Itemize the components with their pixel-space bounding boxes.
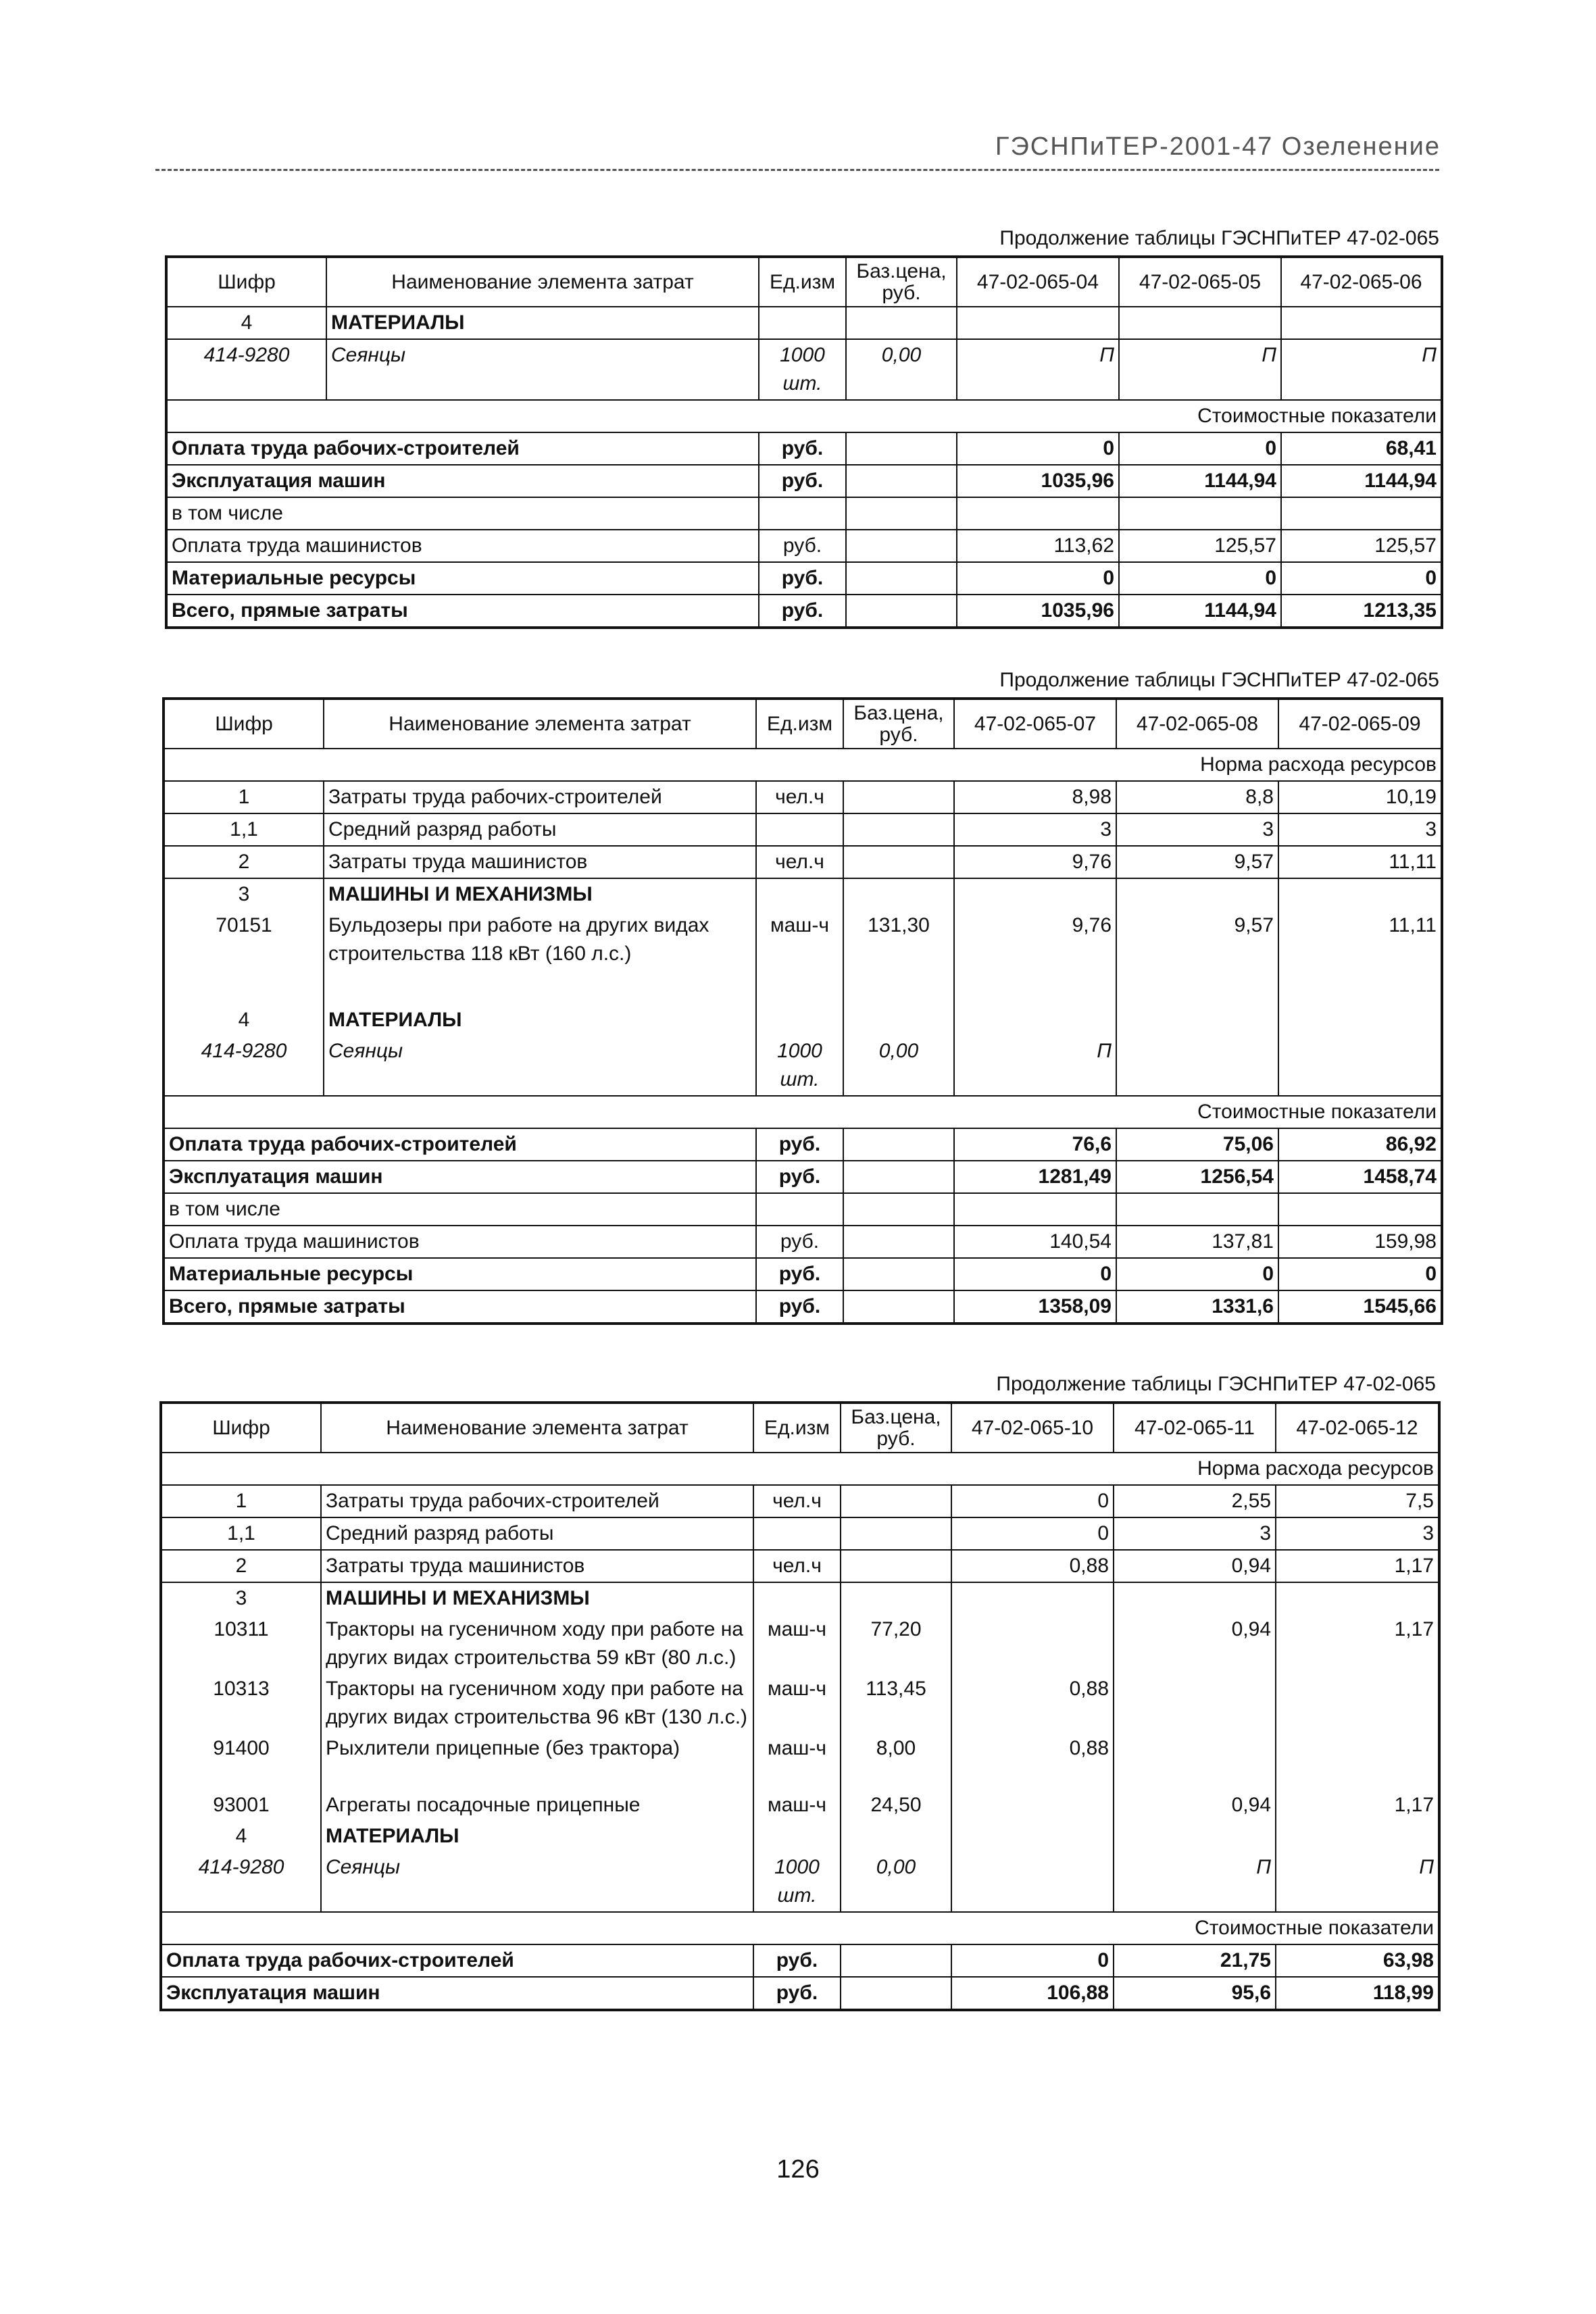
section-code: 3 (161, 1582, 321, 1614)
cell-value: 1281,49 (954, 1161, 1116, 1193)
cell-value: 10,19 (1278, 781, 1442, 813)
cell-value: 1035,96 (957, 595, 1119, 628)
resource-code: 93001 (161, 1790, 321, 1821)
col-header: 47-02-065-11 (1114, 1403, 1276, 1453)
running-header: ГЭСНПиТЕР-2001-47 Озеленение (995, 132, 1441, 161)
col-price-header: Баз.цена, руб. (846, 257, 957, 307)
table-47-02-065-04-06 (165, 255, 1443, 629)
cell-value: 1144,94 (1281, 465, 1442, 497)
cell-value (1276, 1733, 1439, 1790)
cell-value (1114, 1733, 1276, 1790)
cell-value: 63,98 (1276, 1944, 1439, 1977)
cell-value: 7,5 (1276, 1485, 1439, 1517)
row-label: Всего, прямые затраты (164, 1290, 756, 1324)
cell-value: 8,8 (1116, 781, 1278, 813)
resource-unit: маш-ч (753, 1790, 841, 1821)
header-rule (155, 169, 1439, 171)
cell-value: 9,76 (954, 910, 1116, 1005)
row-label: в том числе (166, 497, 759, 530)
cell-value: 11,11 (1278, 846, 1442, 878)
col-unit-header: Ед.изм (759, 257, 846, 307)
cell-value: 125,57 (1281, 530, 1442, 562)
resource-unit: маш-ч (753, 1733, 841, 1790)
table-47-02-065-10-12 (159, 1401, 1441, 2011)
col-code-header: Шифр (164, 699, 324, 749)
cell-value: 76,6 (954, 1128, 1116, 1161)
row-unit: руб. (759, 530, 846, 562)
section-label-cost: Стоимостные показатели (161, 1912, 1439, 1944)
section-code: 4 (164, 1005, 324, 1036)
row-code: 1 (164, 781, 324, 813)
resource-price: 8,00 (841, 1733, 951, 1790)
cell-value: 3 (1114, 1517, 1276, 1550)
cell-value: 0 (1281, 562, 1442, 595)
resource-name: Сеянцы (321, 1852, 753, 1912)
col-unit-header: Ед.изм (756, 699, 843, 749)
col-header: 47-02-065-04 (957, 257, 1119, 307)
cell-value: 0,88 (951, 1550, 1114, 1582)
resource-price: 24,50 (841, 1790, 951, 1821)
resource-unit: 1000 шт. (756, 1036, 843, 1096)
table-caption: Продолжение таблицы ГЭСНПиТЕР 47-02-065 (996, 1373, 1436, 1395)
cell-value: 3 (954, 813, 1116, 846)
resource-unit: маш-ч (753, 1614, 841, 1674)
cell-value: 0 (1278, 1258, 1442, 1290)
resource-price: 0,00 (841, 1852, 951, 1912)
col-code-header: Шифр (166, 257, 326, 307)
col-code-header: Шифр (161, 1403, 321, 1453)
row-label: Оплата труда рабочих-строителей (166, 432, 759, 465)
cell-value: 9,57 (1116, 846, 1278, 878)
cell-value: 1256,54 (1116, 1161, 1278, 1193)
cell-value: 0,94 (1114, 1614, 1276, 1674)
col-price-header: Баз.цена, руб. (843, 699, 954, 749)
cell-value: 0,88 (951, 1733, 1114, 1790)
row-unit: руб. (756, 1258, 843, 1290)
col-price-header: Баз.цена, руб. (841, 1403, 951, 1453)
col-name-header: Наименование элемента затрат (326, 257, 759, 307)
section-title: МАШИНЫ И МЕХАНИЗМЫ (324, 878, 756, 910)
resource-unit: маш-ч (756, 910, 843, 1005)
col-header: 47-02-065-05 (1119, 257, 1281, 307)
row-label: Эксплуатация машин (166, 465, 759, 497)
section-title: МАШИНЫ И МЕХАНИЗМЫ (321, 1582, 753, 1614)
cell-value: 1358,09 (954, 1290, 1116, 1324)
page-number: 126 (776, 2155, 820, 2184)
cell-value (1114, 1674, 1276, 1733)
col-header: 47-02-065-06 (1281, 257, 1442, 307)
cell-value: 75,06 (1116, 1128, 1278, 1161)
resource-name: Тракторы на гусеничном ходу при работе на других видах строительства 96 кВт (130 л.с.) (321, 1674, 753, 1733)
cell-value: 1144,94 (1119, 595, 1281, 628)
cell-value: 1,17 (1276, 1614, 1439, 1674)
resource-name: Рыхлители прицепные (без трактора) (321, 1733, 753, 1790)
resource-code: 414-9280 (166, 339, 326, 400)
row-code: 2 (164, 846, 324, 878)
row-code: 1,1 (164, 813, 324, 846)
table-47-02-065-07-09 (162, 697, 1443, 1325)
resource-code: 10311 (161, 1614, 321, 1674)
row-unit: руб. (756, 1128, 843, 1161)
cell-value: 9,76 (954, 846, 1116, 878)
cell-value: 8,98 (954, 781, 1116, 813)
section-code: 4 (161, 1821, 321, 1852)
cell-value: 137,81 (1116, 1226, 1278, 1258)
cell-value: 86,92 (1278, 1128, 1442, 1161)
cell-value: 125,57 (1119, 530, 1281, 562)
cell-value: 3 (1276, 1517, 1439, 1550)
cell-value: 95,6 (1114, 1977, 1276, 2010)
cell-value: 68,41 (1281, 432, 1442, 465)
cell-value: 9,57 (1116, 910, 1278, 1005)
resource-name: Тракторы на гусеничном ходу при работе на других видах строительства 59 кВт (80 л.с.) (321, 1614, 753, 1674)
cell-value: П (1276, 1852, 1439, 1912)
cell-value (1276, 1674, 1439, 1733)
row-unit: руб. (756, 1290, 843, 1324)
row-label: Материальные ресурсы (164, 1258, 756, 1290)
cell-value: 113,62 (957, 530, 1119, 562)
row-label: в том числе (164, 1193, 756, 1226)
cell-value: 0,88 (951, 1674, 1114, 1733)
cell-value: 0 (951, 1944, 1114, 1977)
col-name-header: Наименование элемента затрат (321, 1403, 753, 1453)
cell-value: П (954, 1036, 1116, 1096)
row-label: Средний разряд работы (321, 1517, 753, 1550)
cell-value: 1213,35 (1281, 595, 1442, 628)
resource-code: 10313 (161, 1674, 321, 1733)
section-label-cost: Стоимостные показатели (164, 1096, 1442, 1128)
table-caption: Продолжение таблицы ГЭСНПиТЕР 47-02-065 (999, 669, 1439, 691)
cell-value: 0 (954, 1258, 1116, 1290)
cell-value (951, 1790, 1114, 1821)
row-unit: руб. (753, 1977, 841, 2010)
section-code: 4 (166, 307, 326, 339)
cell-value: 1035,96 (957, 465, 1119, 497)
cell-value: 0 (1119, 562, 1281, 595)
cell-value: 0 (1119, 432, 1281, 465)
row-code: 2 (161, 1550, 321, 1582)
section-label-norm: Норма расхода ресурсов (164, 749, 1442, 781)
resource-price: 131,30 (843, 910, 954, 1005)
col-name-header: Наименование элемента затрат (324, 699, 756, 749)
section-title: МАТЕРИАЛЫ (324, 1005, 756, 1036)
resource-name: Бульдозеры при работе на других видах строительства 118 кВт (160 л.с.) (324, 910, 756, 1005)
cell-value: 1,17 (1276, 1550, 1439, 1582)
row-label: Эксплуатация машин (161, 1977, 753, 2010)
col-header: 47-02-065-08 (1116, 699, 1278, 749)
col-header: 47-02-065-09 (1278, 699, 1442, 749)
resource-name: Сеянцы (324, 1036, 756, 1096)
cell-value: П (1281, 339, 1442, 400)
cell-value: 106,88 (951, 1977, 1114, 2010)
row-label: Средний разряд работы (324, 813, 756, 846)
row-label: Затраты труда машинистов (324, 846, 756, 878)
row-code: 1 (161, 1485, 321, 1517)
table-caption: Продолжение таблицы ГЭСНПиТЕР 47-02-065 (999, 227, 1439, 249)
row-unit: чел.ч (756, 846, 843, 878)
row-unit: руб. (759, 595, 846, 628)
row-label: Эксплуатация машин (164, 1161, 756, 1193)
row-unit: чел.ч (753, 1550, 841, 1582)
cell-value: П (1119, 339, 1281, 400)
cell-value: 0 (951, 1517, 1114, 1550)
row-unit: руб. (753, 1944, 841, 1977)
col-header: 47-02-065-12 (1276, 1403, 1439, 1453)
section-title: МАТЕРИАЛЫ (321, 1821, 753, 1852)
section-label-norm: Норма расхода ресурсов (161, 1453, 1439, 1485)
resource-unit: маш-ч (753, 1674, 841, 1733)
cell-value: 3 (1278, 813, 1442, 846)
row-label: Материальные ресурсы (166, 562, 759, 595)
cell-value: 140,54 (954, 1226, 1116, 1258)
col-unit-header: Ед.изм (753, 1403, 841, 1453)
row-label: Всего, прямые затраты (166, 595, 759, 628)
row-label: Затраты труда рабочих-строителей (324, 781, 756, 813)
resource-code: 414-9280 (164, 1036, 324, 1096)
resource-code: 70151 (164, 910, 324, 1005)
section-code: 3 (164, 878, 324, 910)
cell-value: 0 (1116, 1258, 1278, 1290)
cell-value: 118,99 (1276, 1977, 1439, 2010)
resource-unit: 1000 шт. (759, 339, 846, 400)
row-unit: руб. (756, 1161, 843, 1193)
section-label-cost: Стоимостные показатели (166, 400, 1442, 432)
cell-value: 159,98 (1278, 1226, 1442, 1258)
resource-price: 77,20 (841, 1614, 951, 1674)
row-unit: руб. (756, 1226, 843, 1258)
row-label: Затраты труда рабочих-строителей (321, 1485, 753, 1517)
cell-value (1116, 1036, 1278, 1096)
cell-value (951, 1852, 1114, 1912)
cell-value: П (957, 339, 1119, 400)
resource-name: Агрегаты посадочные прицепные (321, 1790, 753, 1821)
cell-value: 0 (951, 1485, 1114, 1517)
cell-value: 0,94 (1114, 1790, 1276, 1821)
row-label: Оплата труда машинистов (164, 1226, 756, 1258)
row-unit: чел.ч (753, 1485, 841, 1517)
col-header: 47-02-065-10 (951, 1403, 1114, 1453)
resource-code: 414-9280 (161, 1852, 321, 1912)
cell-value: 1458,74 (1278, 1161, 1442, 1193)
cell-value: 0,94 (1114, 1550, 1276, 1582)
row-unit: руб. (759, 562, 846, 595)
cell-value: 1331,6 (1116, 1290, 1278, 1324)
cell-value: 0 (957, 432, 1119, 465)
row-label: Оплата труда рабочих-строителей (164, 1128, 756, 1161)
cell-value: 0 (957, 562, 1119, 595)
row-code: 1,1 (161, 1517, 321, 1550)
row-unit: чел.ч (756, 781, 843, 813)
cell-value: П (1114, 1852, 1276, 1912)
cell-value: 1,17 (1276, 1790, 1439, 1821)
section-title: МАТЕРИАЛЫ (326, 307, 759, 339)
row-unit: руб. (759, 432, 846, 465)
resource-price: 0,00 (843, 1036, 954, 1096)
row-label: Затраты труда машинистов (321, 1550, 753, 1582)
cell-value: 1144,94 (1119, 465, 1281, 497)
cell-value: 1545,66 (1278, 1290, 1442, 1324)
col-header: 47-02-065-07 (954, 699, 1116, 749)
resource-code: 91400 (161, 1733, 321, 1790)
cell-value: 2,55 (1114, 1485, 1276, 1517)
cell-value: 3 (1116, 813, 1278, 846)
cell-value (1278, 1036, 1442, 1096)
resource-price: 113,45 (841, 1674, 951, 1733)
cell-value: 11,11 (1278, 910, 1442, 1005)
resource-price: 0,00 (846, 339, 957, 400)
cell-value: 21,75 (1114, 1944, 1276, 1977)
row-label: Оплата труда рабочих-строителей (161, 1944, 753, 1977)
row-label: Оплата труда машинистов (166, 530, 759, 562)
row-unit: руб. (759, 465, 846, 497)
cell-value (951, 1614, 1114, 1674)
resource-unit: 1000 шт. (753, 1852, 841, 1912)
resource-name: Сеянцы (326, 339, 759, 400)
